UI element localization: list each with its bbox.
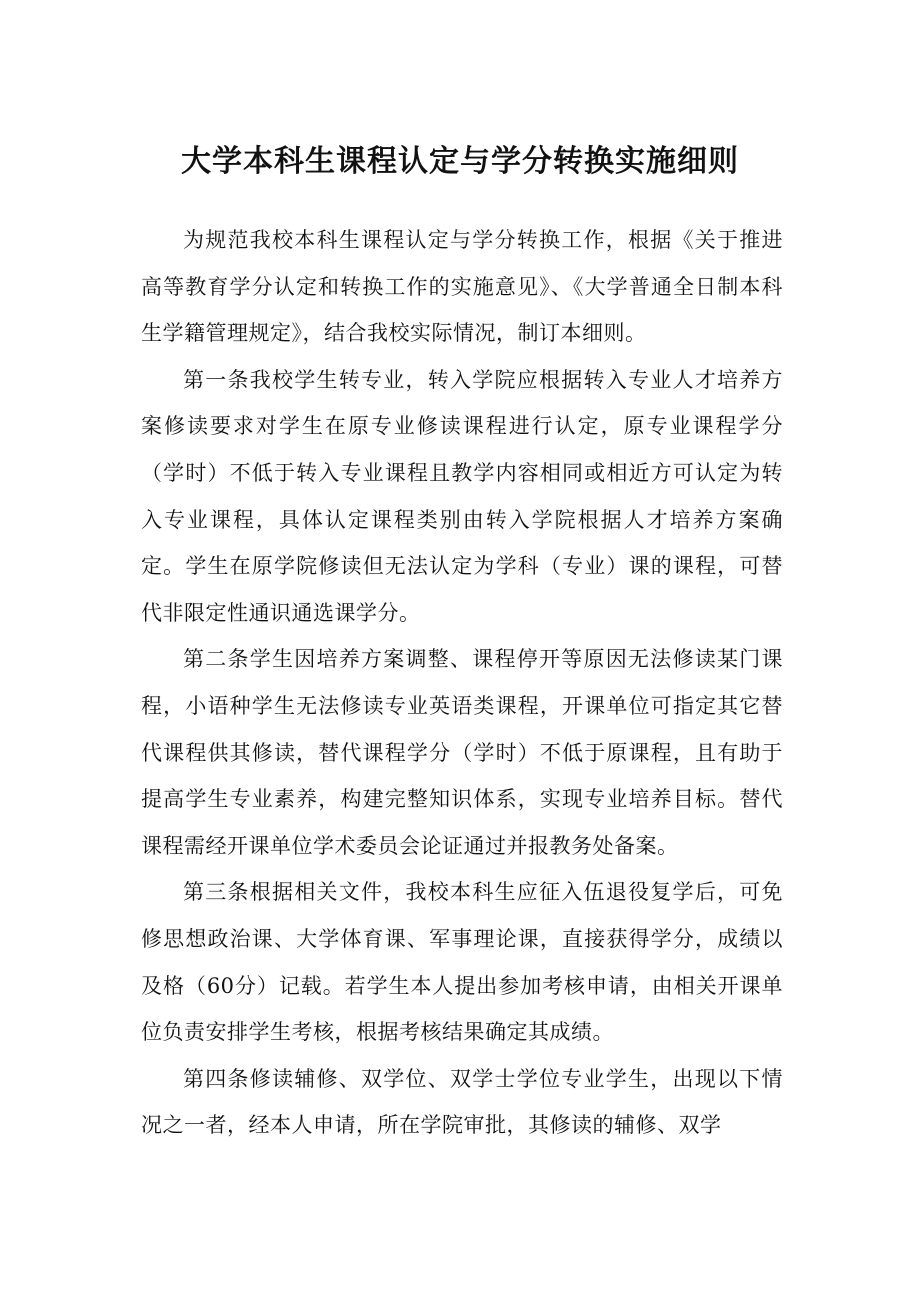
paragraph-article-3: 第三条根据相关文件，我校本科生应征入伍退役复学后，可免修思想政治课、大学体育课、军事理论课，直接获得学分，成绩以及格（60分）记载。若学生本人提出参加考核申请，由相关开课单位负责安排学生考核，根据考核结果确定其成绩。 — [141, 880, 783, 1045]
document-title: 大学本科生课程认定与学分转换实施细则 — [181, 144, 739, 179]
paragraph-article-4: 第四条修读辅修、双学位、双学士学位专业学生，出现以下情况之一者，经本人申请，所在学院审批，其修读的辅修、双学 — [141, 1066, 783, 1138]
paragraph-intro: 为规范我校本科生课程认定与学分转换工作，根据《关于推进高等教育学分认定和转换工作的实施意见》、《大学普通全日制本科生学籍管理规定》，结合我校实际情况，制订本细则。 — [141, 228, 783, 346]
paragraph-article-1: 第一条我校学生转专业，转入学院应根据转入专业人才培养方案修读要求对学生在原专业修读课程进行认定，原专业课程学分（学时）不低于转入专业课程且教学内容相同或相近方可认定为转入专业课程，具体认定课程类别由转入学院根据人才培养方案确定。学生在原学院修读但无法认定为学科（专业）课的课程，可替代非限定性通识通选课学分。 — [141, 367, 783, 625]
document-body — [141, 217, 783, 1149]
paragraph-article-2: 第二条学生因培养方案调整、课程停开等原因无法修读某门课程，小语种学生无法修读专业英语类课程，开课单位可指定其它替代课程供其修读，替代课程学分（学时）不低于原课程，且有助于提高学生专业素养，构建完整知识体系，实现专业培养目标。替代课程需经开课单位学术委员会论证通过并报教务处备案。 — [141, 647, 783, 858]
